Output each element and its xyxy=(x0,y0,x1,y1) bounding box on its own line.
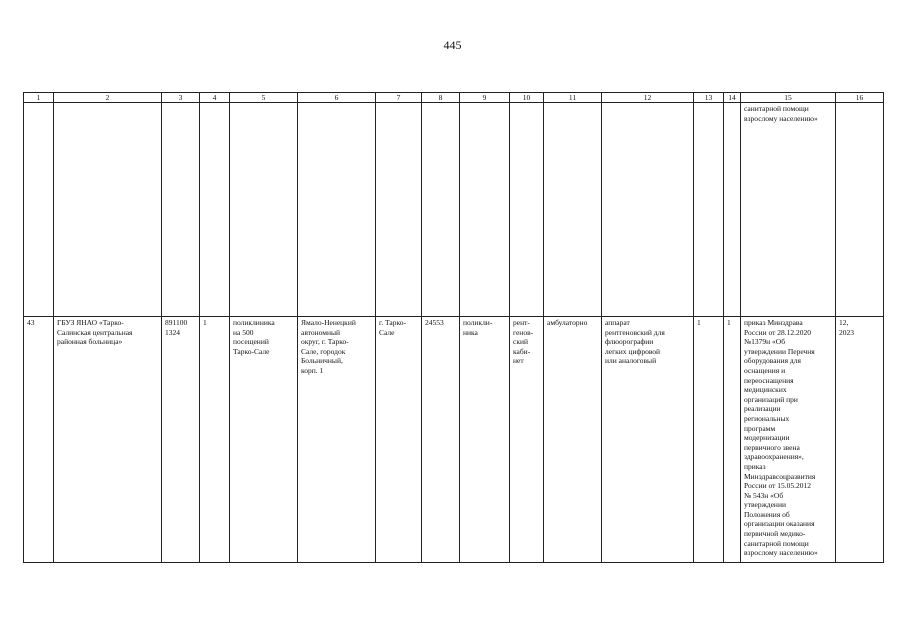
column-number: 8 xyxy=(422,93,460,103)
subdivision-number: 1 xyxy=(200,317,230,563)
quantity-planned: 1 xyxy=(724,317,741,563)
table-cell xyxy=(544,103,602,317)
column-number: 9 xyxy=(460,93,510,103)
table-cell xyxy=(162,103,200,317)
table-cell xyxy=(24,103,54,317)
equipment-name: аппарат рентгеновский для флюорографии легких цифровой или аналоговый xyxy=(602,317,694,563)
table-cell xyxy=(724,103,741,317)
column-number: 6 xyxy=(298,93,376,103)
quantity-required: 1 xyxy=(694,317,724,563)
column-number: 16 xyxy=(836,93,884,103)
column-number: 4 xyxy=(200,93,230,103)
column-number: 7 xyxy=(376,93,422,103)
column-number: 10 xyxy=(510,93,544,103)
column-number: 5 xyxy=(230,93,298,103)
table-cell xyxy=(200,103,230,317)
column-number: 14 xyxy=(724,93,741,103)
legal-basis: приказ Минздрава России от 28.12.2020 №1379н «Об утверждении Перечня оборудования для оснащения и переоснащения медицинских организаций при реализации региональных программ модернизации первичного звена здравоохранения», приказ Минздравсоцразвития России от 15.05.2012 № 543н «Об утверждении Положения об организации оказания первичной медико- санитарной помощи взрослому населению» xyxy=(741,317,836,563)
document-table xyxy=(23,92,884,563)
facility-type: поликли- ника xyxy=(460,317,510,563)
table-cell xyxy=(422,103,460,317)
row-number: 43 xyxy=(24,317,54,563)
delivery-period: 12, 2023 xyxy=(836,317,884,563)
table-cell xyxy=(694,103,724,317)
column-number: 11 xyxy=(544,93,602,103)
column-number: 2 xyxy=(54,93,162,103)
table-cell xyxy=(602,103,694,317)
table-cell xyxy=(376,103,422,317)
settlement: г. Тарко- Сале xyxy=(376,317,422,563)
organization-name: ГБУЗ ЯНАО «Тарко- Салинская центральная районная больница» xyxy=(54,317,162,563)
table-row xyxy=(24,317,884,563)
column-number: 12 xyxy=(602,93,694,103)
page-number: 445 xyxy=(443,38,462,52)
department: рент- генов- ский каби- нет xyxy=(510,317,544,563)
column-number: 1 xyxy=(24,93,54,103)
column-number-row xyxy=(24,93,884,103)
continuation-row xyxy=(24,103,884,317)
subdivision-name: поликлиника на 500 посещений Тарко-Сале xyxy=(230,317,298,563)
organization-code: 891100 1324 xyxy=(162,317,200,563)
table-cell xyxy=(230,103,298,317)
column-number: 13 xyxy=(694,93,724,103)
table-cell xyxy=(54,103,162,317)
table-cell xyxy=(510,103,544,317)
table-cell xyxy=(836,103,884,317)
column-number: 3 xyxy=(162,93,200,103)
population-count: 24553 xyxy=(422,317,460,563)
table-cell xyxy=(298,103,376,317)
legal-basis-continuation: санитарной помощи взрослому населению» xyxy=(741,103,836,317)
column-number: 15 xyxy=(741,93,836,103)
address: Ямало-Ненецкий автономный округ, г. Тарко- Сале, городок Больничный, корп. 1 xyxy=(298,317,376,563)
care-conditions: амбулаторно xyxy=(544,317,602,563)
table-cell xyxy=(460,103,510,317)
